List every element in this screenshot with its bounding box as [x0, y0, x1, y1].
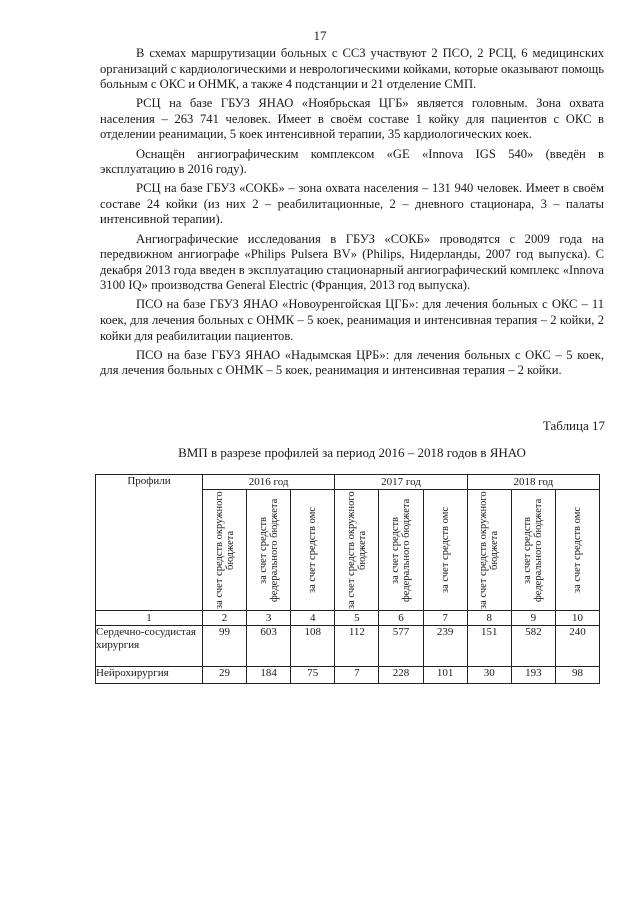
- table-row: [96, 667, 600, 684]
- table-header-row: [96, 475, 600, 490]
- table-caption: Таблица 17: [542, 418, 605, 433]
- year-header-2016: 2016 год: [203, 475, 335, 490]
- paragraph: РСЦ на базе ГБУЗ ЯНАО «Ноябрьская ЦГБ» является головным. Зона охвата населения – 263 741 человек. Имеет в своём составе 1 койку для пациентов с ОКС в отделении реанимации, 5 коек интенсивной терапии, 35 кардиологических коек.: [100, 96, 604, 142]
- subheader-federal-budget: за счет средств федерального бюджета: [247, 490, 291, 611]
- profile-name: Сердечно-сосудистая хирургия: [96, 626, 203, 667]
- column-number: 8: [467, 611, 511, 626]
- table-cell: 75: [291, 667, 335, 684]
- table-cell: 7: [335, 667, 379, 684]
- table-cell: 240: [555, 626, 599, 667]
- table-cell: 151: [467, 626, 511, 667]
- subheader-federal-budget: за счет средств федерального бюджета: [379, 490, 423, 611]
- subheader-oms: за счет средств омс: [555, 490, 599, 611]
- table-cell: 603: [247, 626, 291, 667]
- column-number: 1: [96, 611, 203, 626]
- table-cell: 582: [511, 626, 555, 667]
- column-number: 6: [379, 611, 423, 626]
- profile-name: Нейрохирургия: [96, 667, 203, 684]
- subheader-oms: за счет средств омс: [423, 490, 467, 611]
- column-number: 9: [511, 611, 555, 626]
- table-cell: 98: [555, 667, 599, 684]
- column-number: 7: [423, 611, 467, 626]
- document-body: [100, 46, 604, 382]
- year-header-2018: 2018 год: [467, 475, 599, 490]
- table-cell: 108: [291, 626, 335, 667]
- column-number: 5: [335, 611, 379, 626]
- profile-header: Профили: [96, 475, 203, 611]
- table-cell: 30: [467, 667, 511, 684]
- column-number: 3: [247, 611, 291, 626]
- table-cell: 577: [379, 626, 423, 667]
- table-cell: 29: [203, 667, 247, 684]
- table-cell: 99: [203, 626, 247, 667]
- table-cell: 184: [247, 667, 291, 684]
- paragraph: В схемах маршрутизации больных с ССЗ участвуют 2 ПСО, 2 РСЦ, 6 медицинских организаций с кардиологическими и неврологическими койками, которые оказывают помощь больным с ОКС и ОНМК, а также 4 подстанции и 21 отделение СМП.: [100, 46, 604, 92]
- table-cell: 193: [511, 667, 555, 684]
- subheader-federal-budget: за счет средств федерального бюджета: [511, 490, 555, 611]
- year-header-2017: 2017 год: [335, 475, 467, 490]
- table-title: ВМП в разрезе профилей за период 2016 – 2018 годов в ЯНАО: [178, 445, 526, 460]
- page-number: 17: [313, 28, 327, 43]
- paragraph: Оснащён ангиографическим комплексом «GE «Innova IGS 540» (введён в эксплуатацию в 2016 году).: [100, 146, 604, 177]
- table-cell: 101: [423, 667, 467, 684]
- paragraph: Ангиографические исследования в ГБУЗ «СОКБ» проводятся с 2009 года на передвижном ангиографе «Philips Pulsera BV» (Philips, Нидерланды, 2007 год выпуска). С декабря 2013 года введен в эксплуатацию стационарный ангиографический комплекс «Innova 3100 IQ» производства General Electric (Франция, 2013 год выпуска).: [100, 231, 604, 293]
- paragraph: РСЦ на базе ГБУЗ «СОКБ» – зона охвата населения – 131 940 человек. Имеет в своём составе 24 койки (из них 2 – реабилитационные, 2 – дневного стационара, 3 – палаты интенсивной терапии).: [100, 181, 604, 227]
- subheader-regional-budget: за счет средств окружного бюджета: [467, 490, 511, 611]
- paragraph: ПСО на базе ГБУЗ ЯНАО «Новоуренгойская ЦГБ»: для лечения больных с ОКС – 11 коек, для лечения больных с ОНМК – 5 коек, реанимация и интенсивная терапия – 2 койки, 2 койки для реабилитации пациентов.: [100, 297, 604, 343]
- table-cell: 228: [379, 667, 423, 684]
- paragraph: ПСО на базе ГБУЗ ЯНАО «Надымская ЦРБ»: для лечения больных с ОКС – 5 коек, для лечения больных с ОНМК – 5 коек, реанимация и интенсивная терапия – 2 койки.: [100, 347, 604, 378]
- subheader-regional-budget: за счет средств окружного бюджета: [203, 490, 247, 611]
- subheader-oms: за счет средств омс: [291, 490, 335, 611]
- vmp-table: [95, 474, 600, 684]
- table-row: [96, 626, 600, 667]
- column-number-row: [96, 611, 600, 626]
- column-number: 4: [291, 611, 335, 626]
- column-number: 10: [555, 611, 599, 626]
- column-number: 2: [203, 611, 247, 626]
- subheader-regional-budget: за счет средств окружного бюджета: [335, 490, 379, 611]
- table-cell: 239: [423, 626, 467, 667]
- table-cell: 112: [335, 626, 379, 667]
